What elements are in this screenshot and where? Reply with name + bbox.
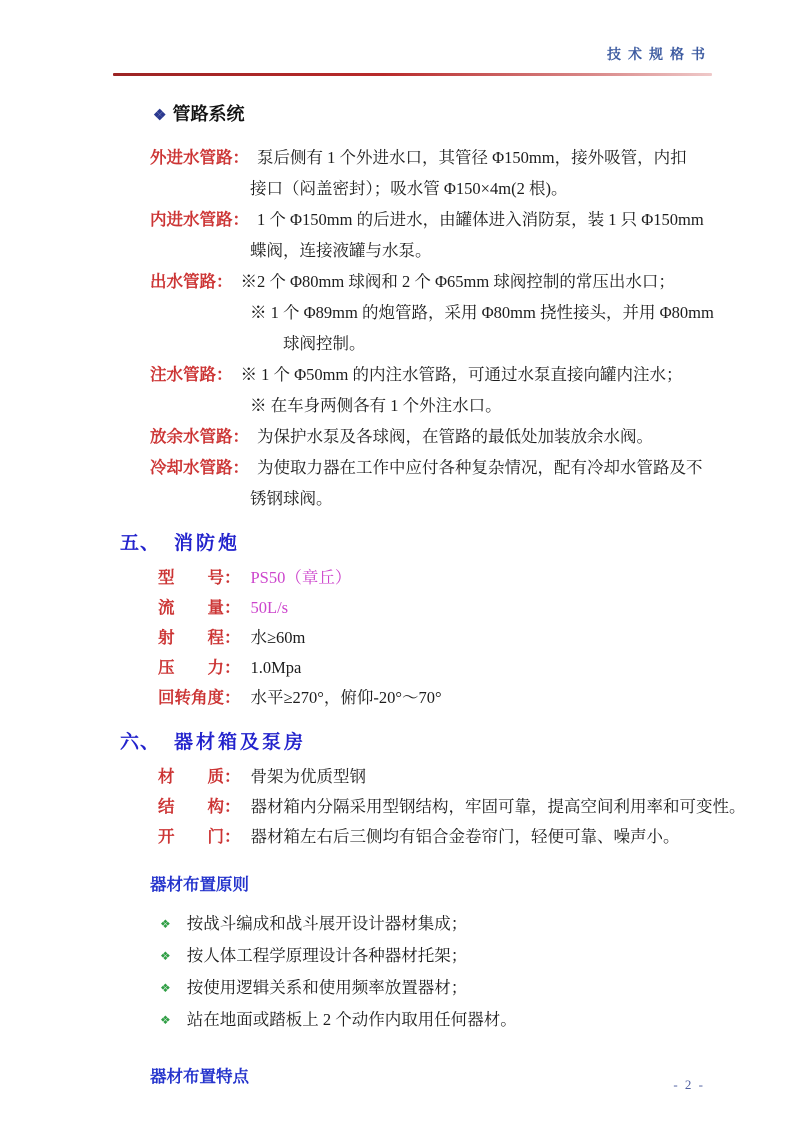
spec-value: 水≥60m [250,628,306,647]
diamond-bullet-icon: ❖ [160,1013,171,1027]
spec-row-range [150,623,715,653]
spec-row-material [150,762,715,792]
pipe-item-cooling [150,452,715,514]
pipe-item-text: 蝶阀，连接液罐与水泵。 [250,241,432,260]
header-title: 技术规格书 [607,48,712,63]
subheading-layout-features: 器材布置特点 [150,1067,249,1086]
pipe-item-label: 放余水管路： [150,427,249,446]
pipe-line [150,204,715,235]
page-number: - 2 - [673,1077,705,1092]
list-item [150,908,715,940]
pipe-item-text: ※ 1 个 Φ50mm 的内注水管路，可通过水泵直接向罐内注水； [240,365,683,384]
pipe-item-text: ※ 1 个 Φ89mm 的炮管路，采用 Φ80mm 挠性接头，并用 Φ80mm [250,303,714,322]
section-number: 五、 [120,533,161,554]
pipe-item-filling [150,359,715,421]
spec-row-flow [150,593,715,623]
spec-row-rotation [150,683,715,713]
spec-label: 流 量： [158,598,241,617]
pipe-item-internal-inlet [150,204,715,266]
pipe-line [150,421,715,452]
subheading-layout-principles: 器材布置原则 [150,875,249,894]
list-item-text: 按战斗编成和战斗展开设计器材集成； [186,914,468,933]
spec-label: 开 门： [158,827,241,846]
pipe-item-drain [150,421,715,452]
spec-value: 1.0Mpa [250,658,302,677]
pipe-item-text: ※2 个 Φ80mm 球阀和 2 个 Φ65mm 球阀控制的常压出水口； [240,272,675,291]
pipe-item-outlet [150,266,715,359]
diamond-bullet-icon: ❖ [153,108,167,124]
spec-value: 器材箱内分隔采用型钢结构，牢固可靠，提高空间利用率和可变性。 [250,797,746,816]
pipe-line [150,452,715,483]
fire-monitor-specs [150,563,715,713]
pipe-item-external-inlet [150,142,715,204]
diamond-bullet-icon: ❖ [160,981,171,995]
pipe-item-text: 球阀控制。 [283,334,366,353]
section-heading-equipment-box [120,728,715,758]
spec-value: 50L/s [250,598,289,617]
pipe-item-text: 为保护水泵及各球阀，在管路的最低处加装放余水阀。 [257,427,653,446]
spec-value: 器材箱左右后三侧均有铝合金卷帘门，轻便可靠、噪声小。 [250,827,680,846]
spec-value: 水平≥270°，俯仰-20°～70° [250,688,442,707]
list-item-text: 站在地面或踏板上 2 个动作内取用任何器材。 [186,1010,517,1029]
pipe-item-label: 注水管路： [150,365,233,384]
pipe-item-text: ※ 在车身两侧各有 1 个外注水口。 [250,396,502,415]
section-heading-fire-monitor [120,529,715,559]
spec-label: 射 程： [158,628,241,647]
diamond-bullet-icon: ❖ [160,917,171,931]
layout-principles-list [150,908,715,1036]
pipe-item-text: 泵后侧有 1 个外进水口，其管径 Φ150mm，接外吸管，内扣 [257,148,687,167]
pipe-item-label: 外进水管路： [150,148,249,167]
spec-label: 压 力： [158,658,241,677]
section-title: 消防炮 [174,533,241,554]
pipe-item-label: 冷却水管路： [150,458,249,477]
section-title: 器材箱及泵房 [174,732,307,753]
header-rule-line [113,73,712,76]
piping-heading-label: 管路系统 [172,104,245,124]
list-item-text: 按使用逻辑关系和使用频率放置器材； [186,978,468,997]
diamond-bullet-icon: ❖ [160,949,171,963]
pipe-item-text: 为使取力器在工作中应付各种复杂情况，配有冷却水管路及不 [257,458,703,477]
list-item [150,1004,715,1036]
spec-value: PS50（章丘） [250,568,352,587]
spec-value: 骨架为优质型钢 [250,767,366,786]
spec-row-doors [150,822,715,852]
section-number: 六、 [120,732,161,753]
list-item [150,972,715,1004]
pipe-item-text: 锈钢球阀。 [250,489,333,508]
list-item [150,940,715,972]
pipe-item-text: 接口（闷盖密封）；吸水管 Φ150×4m(2 根)。 [250,179,568,198]
spec-label: 型 号： [158,568,241,587]
spec-label: 材 质： [158,767,241,786]
pipe-item-text: 1 个 Φ150mm 的后进水，由罐体进入消防泵，装 1 只 Φ150mm [257,210,704,229]
spec-row-model [150,563,715,593]
piping-list [150,142,715,514]
pipe-item-label: 内进水管路： [150,210,249,229]
spec-row-pressure [150,653,715,683]
spec-label: 回转角度： [158,688,241,707]
pipe-line [150,266,715,297]
spec-row-structure [150,792,746,822]
pipe-line [150,142,715,173]
list-item-text: 按人体工程学原理设计各种器材托架； [186,946,468,965]
piping-section-heading [153,101,715,129]
pipe-item-label: 出水管路： [150,272,233,291]
spec-label: 结 构： [158,797,241,816]
pipe-line [150,359,715,390]
page-content [0,101,800,1090]
page-header [0,46,800,76]
equipment-box-specs [150,762,746,852]
